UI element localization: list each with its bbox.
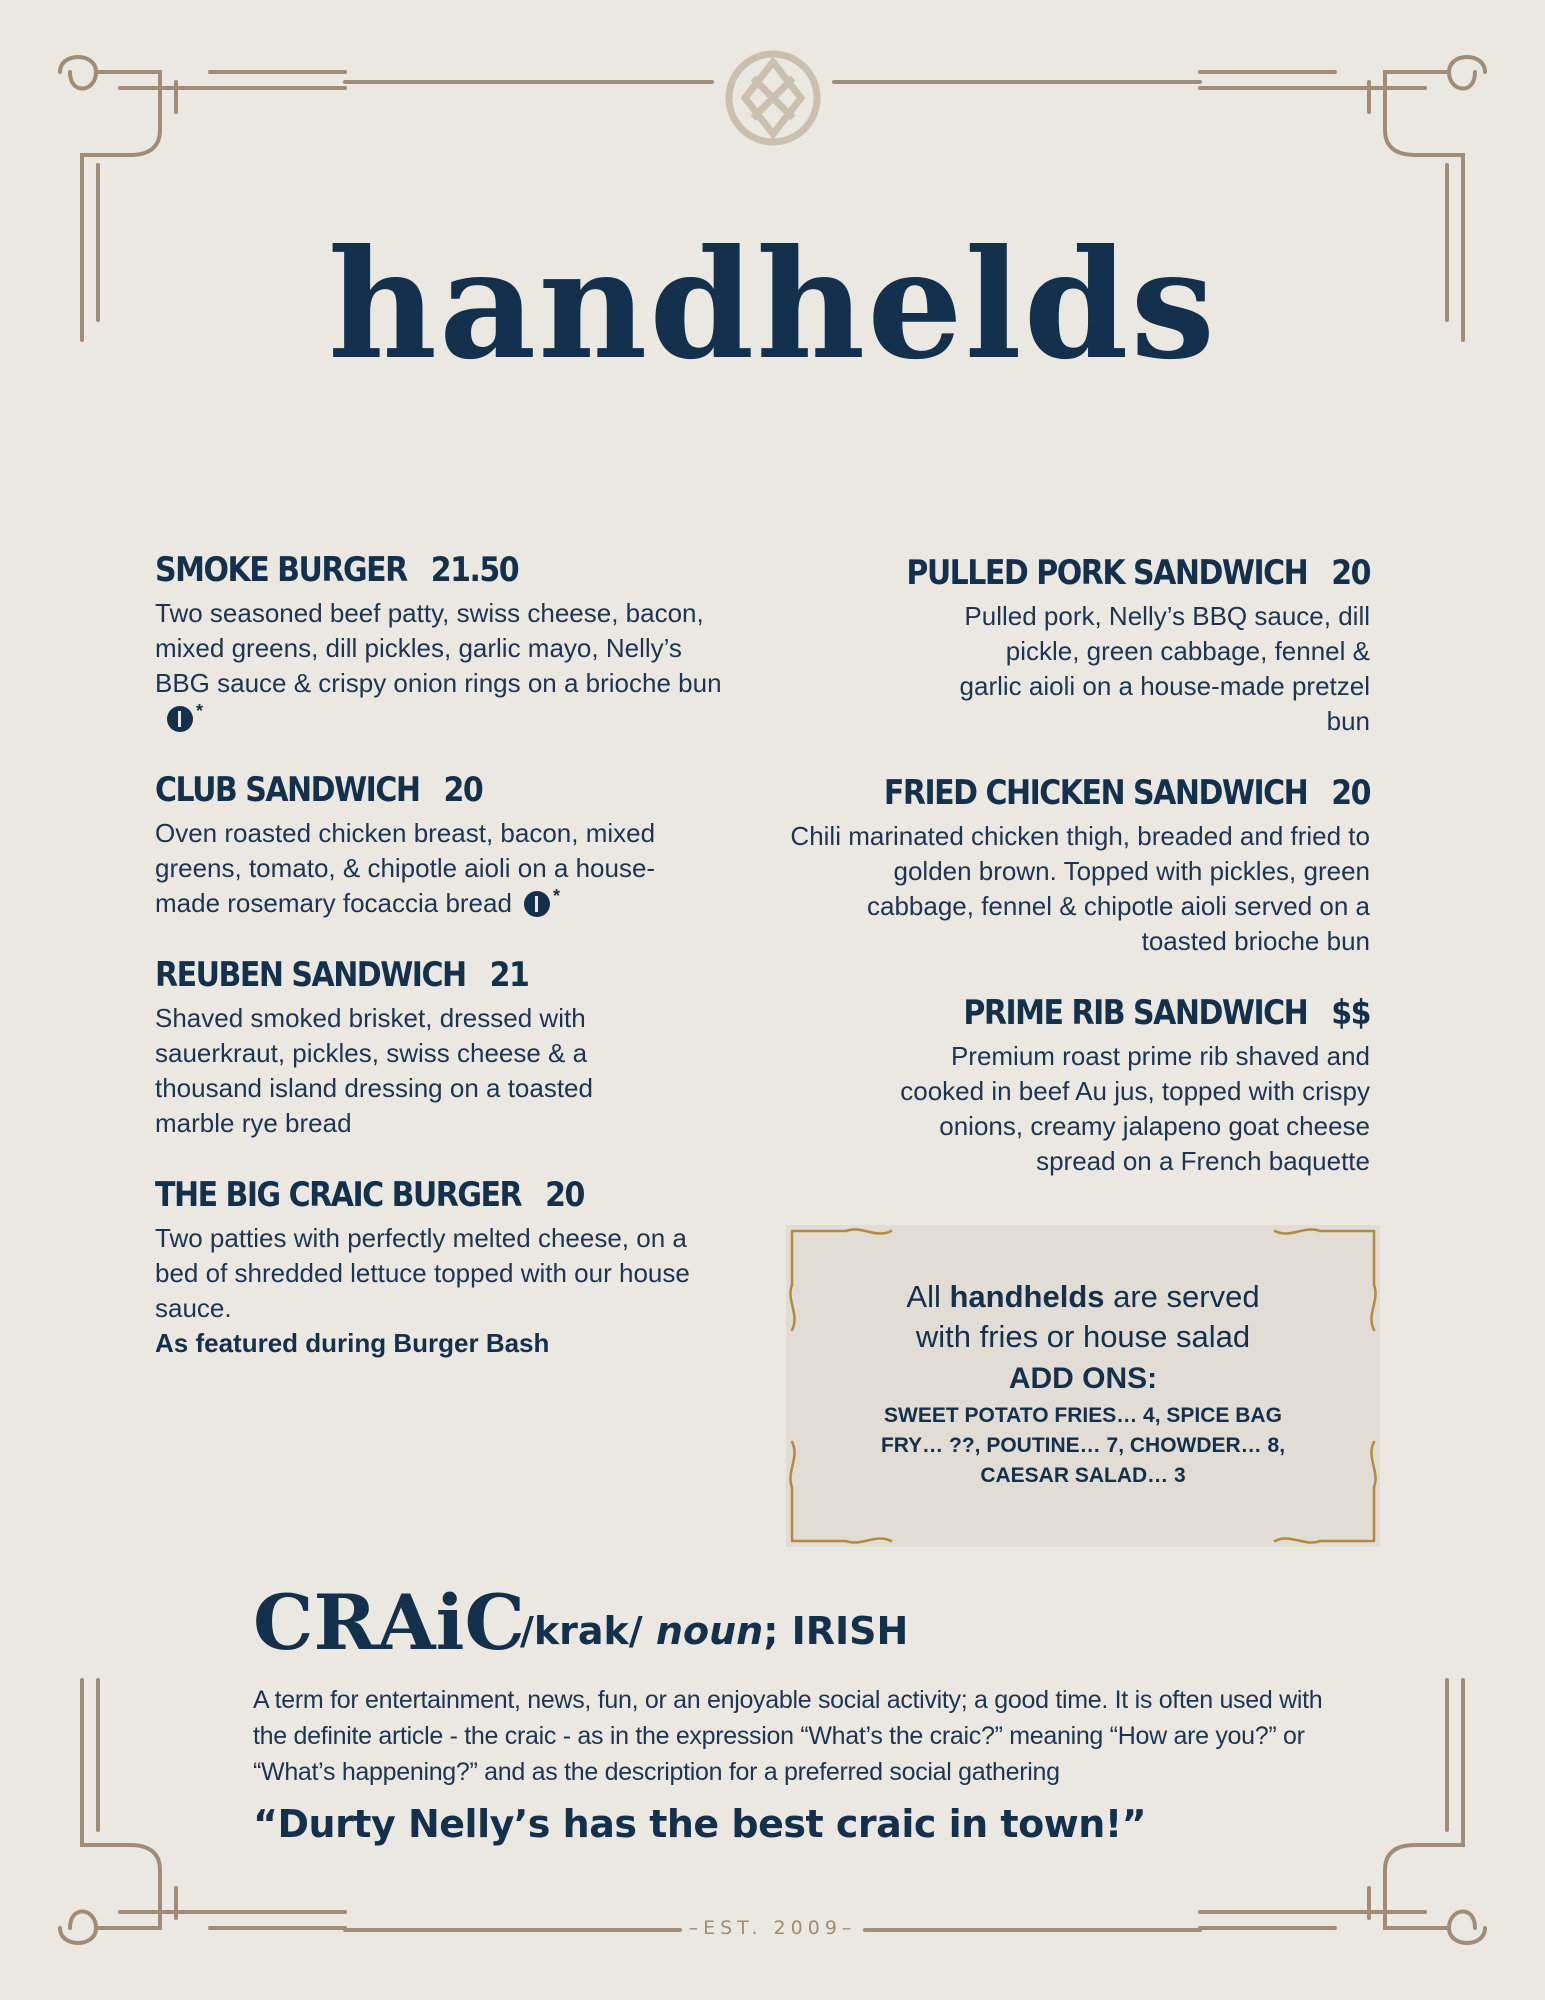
menu-item — [155, 1177, 735, 1361]
addons-frame — [786, 1225, 1380, 1547]
item-description: Chili marinated chicken thigh, breaded and fried to golden brown. Topped with pickles, green cabbage, fennel & chipotle aioli served on a toasted brioche bun — [790, 821, 1370, 956]
craic-quote: “Durty Nelly’s has the best craic in town!” — [253, 1802, 1147, 1846]
item-description: Premium roast prime rib shaved and cooked in beef Au jus, topped with crispy onions, creamy jalapeno goat cheese spread on a French baquette — [900, 1041, 1370, 1176]
addons-box — [786, 1225, 1380, 1547]
addons-served-with: All handhelds are served — [906, 1279, 1260, 1314]
item-price: 20 — [443, 770, 483, 811]
item-name: PULLED PORK SANDWICH — [906, 553, 1308, 594]
craic-definition: A term for entertainment, news, fun, or an enjoyable social activity; a good time. It is often used with the definite article - the craic - as in the expression “What’s the craic?” meaning “How are you?” or “What’s happening?” and as the description for a preferred social gathering — [253, 1686, 1323, 1786]
item-description: Oven roasted chicken breast, bacon, mixed greens, tomato, & chipotle aioli on a house-made rosemary focaccia bread — [155, 818, 656, 918]
craic-pronunciation: /krak/ noun; IRISH — [520, 1609, 909, 1653]
item-featured-note: As featured during Burger Bash — [155, 1328, 550, 1358]
addons-list: SWEET POTATO FRIES… 4, SPICE BAG FRY… ??, POUTINE… 7, CHOWDER… 8, CAESAR SALAD… 3 — [880, 1404, 1286, 1487]
menu-item — [790, 555, 1370, 739]
item-price: 21.50 — [430, 550, 519, 591]
craic-word: CRAiC — [253, 1578, 525, 1667]
item-name: CLUB SANDWICH — [155, 770, 420, 811]
addons-served-with-2: with fries or house salad — [915, 1319, 1251, 1354]
menu-column-left — [155, 552, 735, 1397]
established-year: –EST. 2009– — [688, 1917, 857, 1939]
item-name: REUBEN SANDWICH — [155, 955, 466, 996]
menu-item — [790, 775, 1370, 959]
gluten-free-icon — [167, 706, 193, 732]
item-description: Two patties with perfectly melted cheese, on a bed of shredded lettuce topped with our house sauce. — [155, 1223, 690, 1323]
page-title: handhelds — [328, 217, 1217, 393]
item-description: Two seasoned beef patty, swiss cheese, bacon, mixed greens, dill pickles, garlic mayo, Nelly’s BBG sauce & crispy onion rings on a brioche bun — [155, 598, 722, 698]
item-price: 20 — [1331, 553, 1370, 594]
item-name: THE BIG CRAIC BURGER — [155, 1175, 522, 1216]
menu-item — [155, 772, 735, 921]
menu-column-right — [790, 555, 1370, 1215]
item-name: FRIED CHICKEN SANDWICH — [883, 773, 1308, 814]
item-price: 21 — [489, 955, 529, 996]
item-name: SMOKE BURGER — [155, 550, 407, 591]
item-price: 20 — [545, 1175, 584, 1216]
gluten-free-icon — [524, 891, 550, 917]
item-description: Shaved smoked brisket, dressed with sauerkraut, pickles, swiss cheese & a thousand island dressing on a toasted marble rye bread — [155, 1003, 593, 1138]
menu-item — [155, 957, 735, 1141]
celtic-knot-icon — [723, 48, 823, 148]
item-name: PRIME RIB SANDWICH — [963, 993, 1308, 1034]
item-description: Pulled pork, Nelly’s BBQ sauce, dill pickle, green cabbage, fennel & garlic aioli on a house-made pretzel bun — [959, 601, 1370, 736]
item-price: $$ — [1331, 993, 1370, 1034]
menu-item — [790, 995, 1370, 1179]
item-price: 20 — [1331, 773, 1370, 814]
addons-title: ADD ONS: — [1008, 1362, 1158, 1395]
menu-item — [155, 552, 735, 736]
